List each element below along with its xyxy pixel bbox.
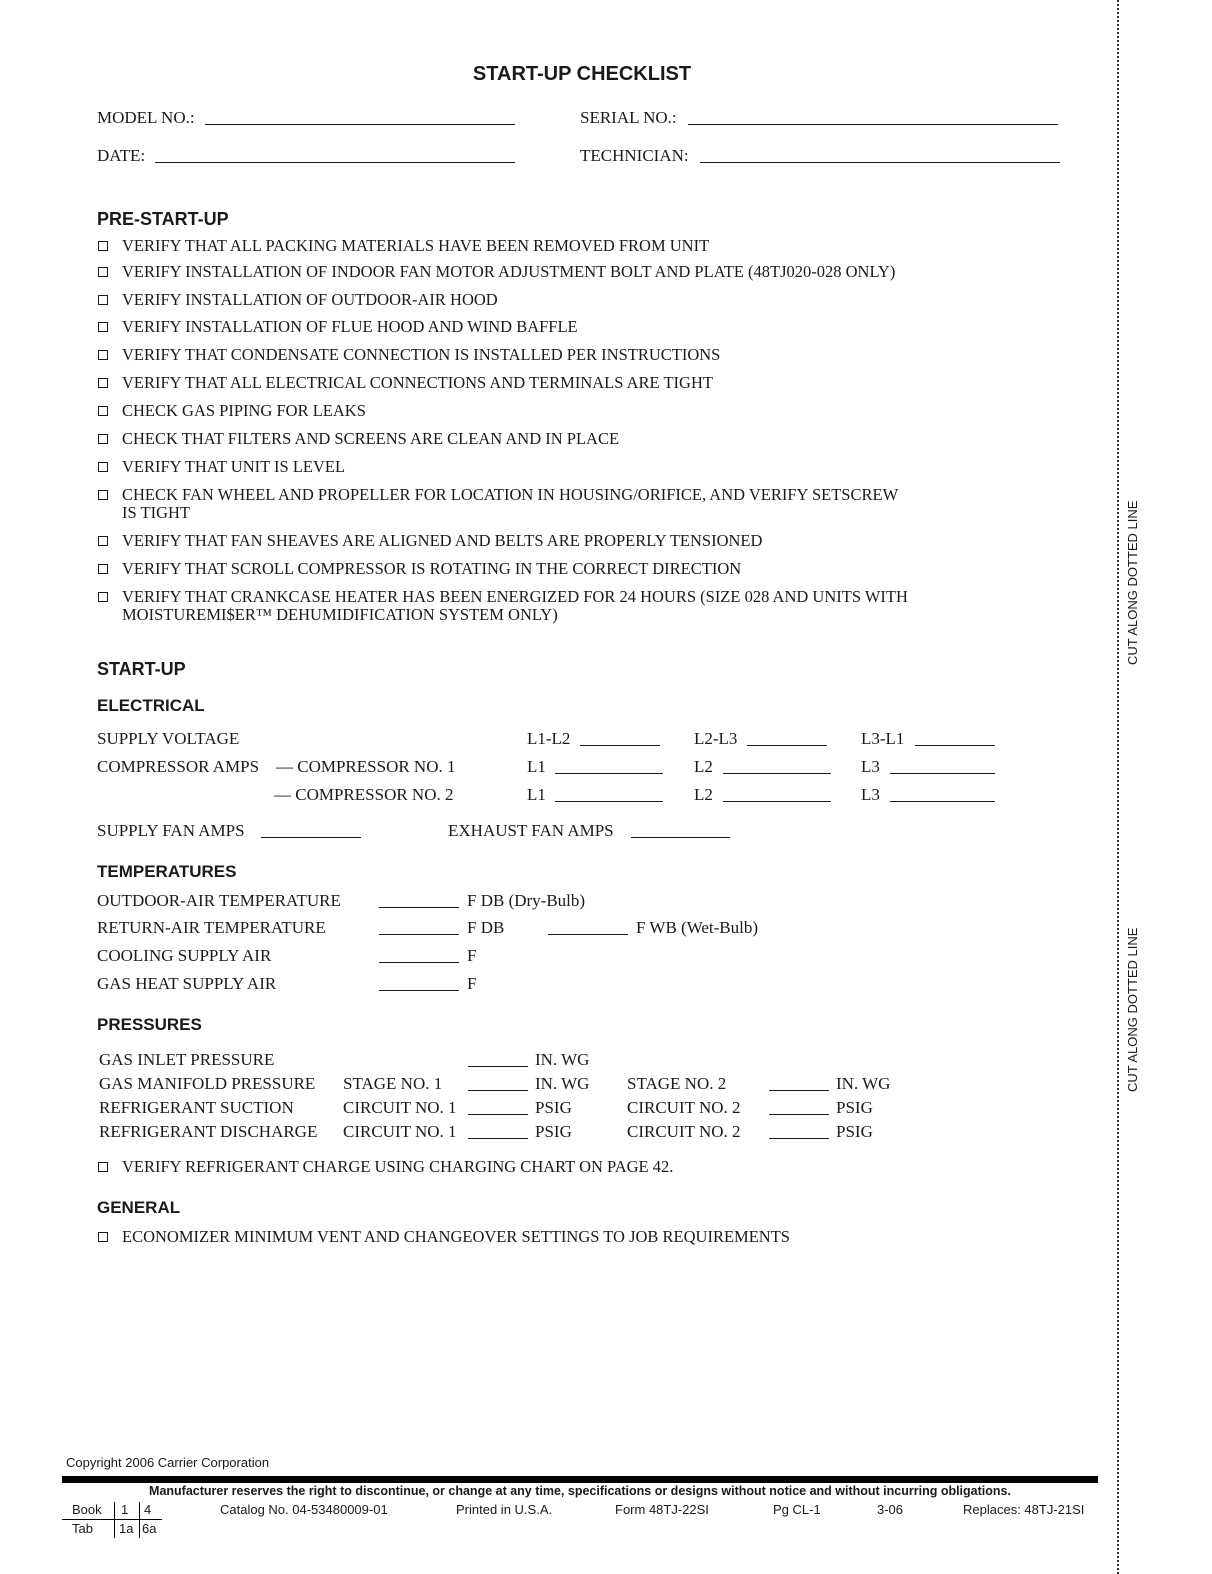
exhaust-fan-amps-label: EXHAUST FAN AMPS: [448, 821, 614, 840]
supply-fan-amps-label: SUPPLY FAN AMPS: [97, 821, 245, 840]
outdoor-air-field[interactable]: [379, 907, 459, 908]
gas-heat-supply-label: GAS HEAT SUPPLY AIR: [97, 974, 277, 993]
checklist-item: VERIFY INSTALLATION OF OUTDOOR-AIR HOOD: [122, 290, 498, 309]
economizer-item: ECONOMIZER MINIMUM VENT AND CHANGEOVER SETTINGS TO JOB REQUIREMENTS: [122, 1227, 790, 1246]
printed-in: Printed in U.S.A.: [456, 1502, 553, 1517]
model-field[interactable]: [205, 124, 515, 125]
replaces: Replaces: 48TJ-21SI: [963, 1502, 1085, 1517]
general-heading: GENERAL: [97, 1198, 181, 1217]
in-wg-label: IN. WG: [535, 1050, 590, 1069]
suction-circuit1-field[interactable]: [468, 1114, 528, 1115]
checkbox[interactable]: [98, 490, 108, 500]
checkbox[interactable]: [98, 434, 108, 444]
tab-number-1: 1a: [119, 1521, 134, 1536]
circuit-1-label: CIRCUIT NO. 1: [343, 1098, 457, 1117]
ref-suction-label: REFRIGERANT SUCTION: [99, 1098, 294, 1117]
checklist-item: CHECK THAT FILTERS AND SCREENS ARE CLEAN AND IN PLACE: [122, 429, 620, 448]
f-db-label: F DB: [467, 918, 505, 937]
l3-l1-field[interactable]: [915, 745, 995, 746]
checkbox[interactable]: [98, 295, 108, 305]
checkbox[interactable]: [98, 536, 108, 546]
l2-l3-label: L2-L3: [694, 729, 738, 748]
ref-discharge-label: REFRIGERANT DISCHARGE: [99, 1122, 318, 1141]
comp1-l1-field[interactable]: [555, 773, 663, 774]
checklist-item-continuation: IS TIGHT: [122, 503, 190, 522]
comp2-l3-field[interactable]: [890, 801, 995, 802]
f-wb-label: F WB (Wet-Bulb): [636, 918, 759, 937]
book-number-2: 4: [144, 1502, 152, 1517]
exhaust-fan-amps-field[interactable]: [631, 837, 730, 838]
gas-manifold-label: GAS MANIFOLD PRESSURE: [99, 1074, 316, 1093]
checkbox[interactable]: [98, 350, 108, 360]
cut-line-text-top: CUT ALONG DOTTED LINE: [1125, 500, 1140, 665]
l1-label: L1: [527, 757, 546, 776]
form-number: Form 48TJ-22SI: [615, 1502, 709, 1517]
f-label: F: [467, 946, 477, 965]
f-db-dry-label: F DB (Dry-Bulb): [467, 891, 586, 910]
book-label: Book: [72, 1502, 102, 1517]
page-title: START-UP CHECKLIST: [472, 63, 692, 85]
l3-l1-label: L3-L1: [861, 729, 905, 748]
checkbox[interactable]: [98, 241, 108, 251]
gas-inlet-label: GAS INLET PRESSURE: [99, 1050, 275, 1069]
discharge-circuit2-field[interactable]: [769, 1138, 829, 1139]
gas-heat-supply-field[interactable]: [379, 990, 459, 991]
book-tab-divider: [62, 1519, 162, 1520]
compressor-2-label: — COMPRESSOR NO. 2: [274, 785, 454, 804]
serial-label: SERIAL NO.:: [580, 108, 677, 127]
psig-label: PSIG: [836, 1098, 873, 1117]
serial-field[interactable]: [688, 124, 1058, 125]
start-up-heading: START-UP: [97, 659, 186, 679]
cut-line-text-bottom: CUT ALONG DOTTED LINE: [1125, 927, 1140, 1092]
checkbox[interactable]: [98, 564, 108, 574]
checklist-item: VERIFY INSTALLATION OF FLUE HOOD AND WIND BAFFLE: [122, 317, 578, 336]
outdoor-air-label: OUTDOOR-AIR TEMPERATURE: [97, 891, 341, 910]
checklist-item-continuation: MOISTUREMI$ER™ DEHUMIDIFICATION SYSTEM ONLY): [122, 605, 558, 624]
f-label: F: [467, 974, 477, 993]
catalog-number: Catalog No. 04-53480009-01: [220, 1502, 388, 1517]
discharge-circuit1-field[interactable]: [468, 1138, 528, 1139]
l1-l2-field[interactable]: [580, 745, 660, 746]
checkbox[interactable]: [98, 1232, 108, 1242]
in-wg-label: IN. WG: [836, 1074, 891, 1093]
pre-start-up-heading: PRE-START-UP: [97, 209, 229, 229]
technician-label: TECHNICIAN:: [580, 146, 689, 165]
stage-2-label: STAGE NO. 2: [627, 1074, 727, 1093]
temperatures-heading: TEMPERATURES: [97, 862, 237, 881]
checklist-item: VERIFY THAT UNIT IS LEVEL: [122, 457, 346, 476]
cooling-supply-label: COOLING SUPPLY AIR: [97, 946, 272, 965]
cooling-supply-field[interactable]: [379, 962, 459, 963]
manifold-stage2-field[interactable]: [769, 1090, 829, 1091]
supply-voltage-label: SUPPLY VOLTAGE: [97, 729, 240, 748]
l1-l2-label: L1-L2: [527, 729, 571, 748]
psig-label: PSIG: [535, 1098, 572, 1117]
stage-1-label: STAGE NO. 1: [343, 1074, 443, 1093]
checklist-item: VERIFY THAT CRANKCASE HEATER HAS BEEN ENERGIZED FOR 24 HOURS (SIZE 028 AND UNITS WITH: [122, 587, 908, 606]
return-air-label: RETURN-AIR TEMPERATURE: [97, 918, 326, 937]
checkbox[interactable]: [98, 378, 108, 388]
checklist-item: VERIFY THAT ALL PACKING MATERIALS HAVE BEEN REMOVED FROM UNIT: [122, 236, 710, 255]
l3-label: L3: [861, 785, 880, 804]
checklist-item: VERIFY THAT CONDENSATE CONNECTION IS INSTALLED PER INSTRUCTIONS: [122, 345, 721, 364]
supply-fan-amps-field[interactable]: [261, 837, 361, 838]
book-number-1: 1: [121, 1502, 129, 1517]
checkbox[interactable]: [98, 267, 108, 277]
date-label: DATE:: [97, 146, 146, 165]
compressor-1-label: — COMPRESSOR NO. 1: [276, 757, 456, 776]
suction-circuit2-field[interactable]: [769, 1114, 829, 1115]
manifold-stage1-field[interactable]: [468, 1090, 528, 1091]
footer-date: 3-06: [877, 1502, 904, 1517]
checklist-item: VERIFY THAT FAN SHEAVES ARE ALIGNED AND BELTS ARE PROPERLY TENSIONED: [122, 531, 763, 550]
electrical-heading: ELECTRICAL: [97, 696, 205, 715]
checkbox[interactable]: [98, 592, 108, 602]
circuit-1-label: CIRCUIT NO. 1: [343, 1122, 457, 1141]
psig-label: PSIG: [535, 1122, 572, 1141]
psig-label: PSIG: [836, 1122, 873, 1141]
l2-label: L2: [694, 757, 713, 776]
comp1-l2-field[interactable]: [723, 773, 831, 774]
checklist-item: VERIFY THAT SCROLL COMPRESSOR IS ROTATING IN THE CORRECT DIRECTION: [122, 559, 742, 578]
footer-notice: Manufacturer reserves the right to discontinue, or change at any time, specifications or designs without notice and without incurring obligations.: [149, 1484, 1011, 1498]
compressor-amps-label: COMPRESSOR AMPS: [97, 757, 260, 776]
l2-label: L2: [694, 785, 713, 804]
book-tab-vline-1: [114, 1502, 115, 1538]
checkbox[interactable]: [98, 406, 108, 416]
comp1-l3-field[interactable]: [890, 773, 995, 774]
checkbox[interactable]: [98, 322, 108, 332]
page-number: Pg CL-1: [773, 1502, 821, 1517]
return-air-wb-field[interactable]: [548, 934, 628, 935]
circuit-2-label: CIRCUIT NO. 2: [627, 1098, 741, 1117]
in-wg-label: IN. WG: [535, 1074, 590, 1093]
l3-label: L3: [861, 757, 880, 776]
circuit-2-label: CIRCUIT NO. 2: [627, 1122, 741, 1141]
checklist-item: VERIFY INSTALLATION OF INDOOR FAN MOTOR ADJUSTMENT BOLT AND PLATE (48TJ020-028 ONLY): [122, 262, 896, 281]
pressures-heading: PRESSURES: [97, 1015, 202, 1034]
copyright: Copyright 2006 Carrier Corporation: [66, 1455, 270, 1470]
gas-inlet-field[interactable]: [468, 1066, 528, 1067]
tab-number-2: 6a: [142, 1521, 157, 1536]
l2-l3-field[interactable]: [747, 745, 827, 746]
technician-field[interactable]: [700, 162, 1060, 163]
verify-charge-item: VERIFY REFRIGERANT CHARGE USING CHARGING CHART ON PAGE 42.: [122, 1157, 674, 1176]
comp2-l2-field[interactable]: [723, 801, 831, 802]
model-label: MODEL NO.:: [97, 108, 195, 127]
return-air-db-field[interactable]: [379, 934, 459, 935]
checklist-item: CHECK FAN WHEEL AND PROPELLER FOR LOCATION IN HOUSING/ORIFICE, AND VERIFY SETSCREW: [122, 485, 899, 504]
checklist-item: CHECK GAS PIPING FOR LEAKS: [122, 401, 366, 420]
date-field[interactable]: [155, 162, 515, 163]
checkbox[interactable]: [98, 1162, 108, 1172]
tab-label: Tab: [72, 1521, 93, 1536]
comp2-l1-field[interactable]: [555, 801, 663, 802]
l1-label: L1: [527, 785, 546, 804]
footer-bar: [62, 1476, 1098, 1483]
checkbox[interactable]: [98, 462, 108, 472]
book-tab-vline-2: [139, 1502, 140, 1538]
checklist-item: VERIFY THAT ALL ELECTRICAL CONNECTIONS AND TERMINALS ARE TIGHT: [122, 373, 713, 392]
cut-dotted-line: [1117, 0, 1119, 1574]
